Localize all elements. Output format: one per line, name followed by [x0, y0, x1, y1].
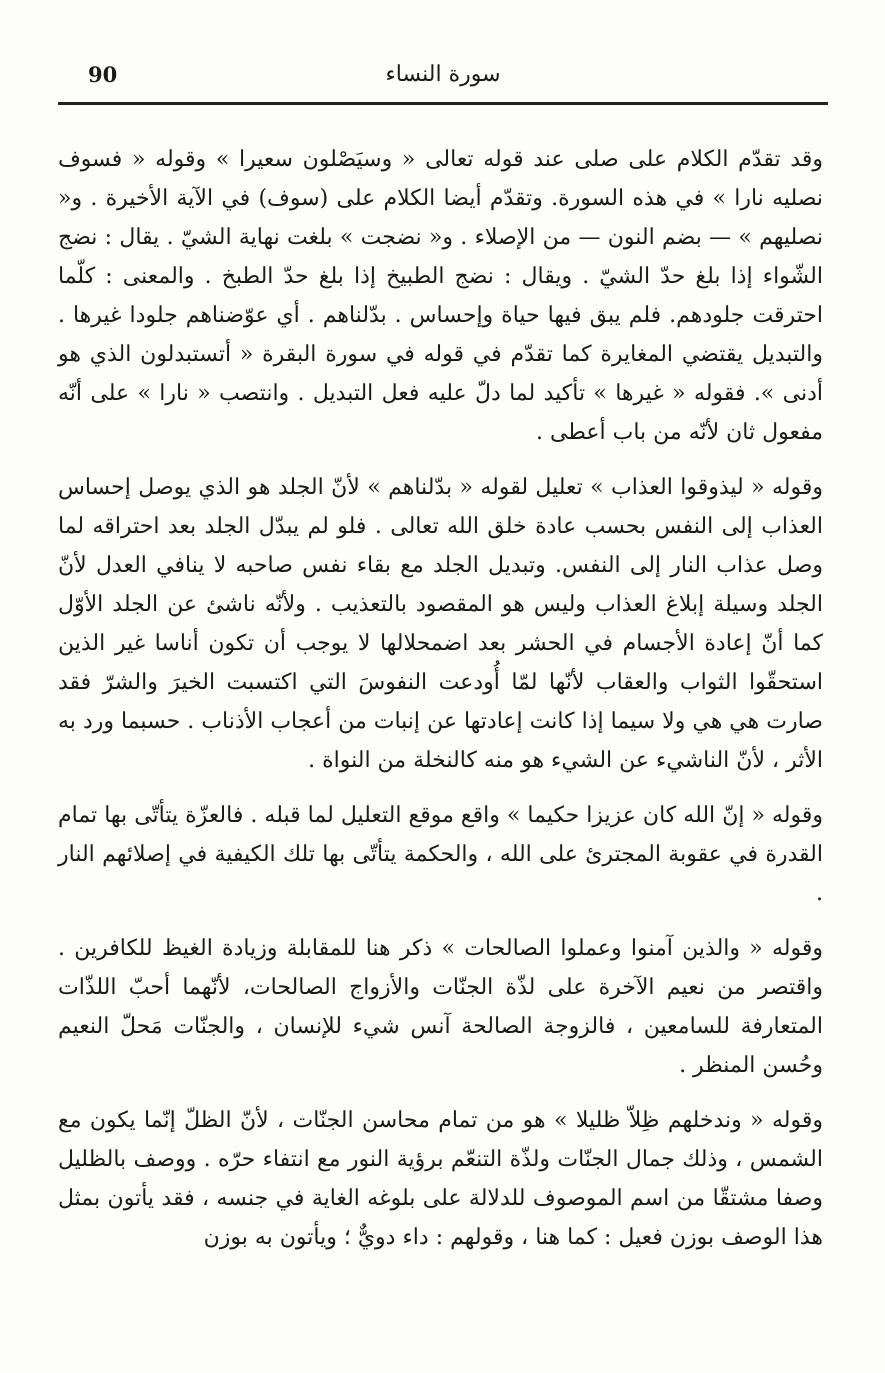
paragraph: وقوله « والذين آمنوا وعملوا الصالحات » ذكر هنا للمقابلة وزيادة الغيظ للكافرين . واقتصر من نعيم الآخرة على لذّة الجنّات والأزواج الصالحات، لأنّهما أحبّ اللذّات المتعارفة للسامعين ، فالزوجة الصالحة آنس شيء للإنسان ، والجنّات مَحلّ النعيم وحُسن المنظر . [58, 936, 823, 1078]
paragraph: وقد تقدّم الكلام على صلى عند قوله تعالى « وسيَصْلون سعيرا » وقوله « فسوف نصليه نارا » في هذه السورة. وتقدّم أيضا الكلام على (سوف) في الآية الأخيرة . و« نصليهم » — بضم النون — من الإصلاء . و« نضجت » بلغت نهاية الشيّ . يقال : نضج الشّواء إذا بلغ حدّ الشيّ . ويقال : نضج الطبيخ إذا بلغ حدّ الطبخ . والمعنى : كلّما احترقت جلودهم. فلم يبق فيها حياة وإحساس . بدّلناهم . أي عوّضناهم جلودا غيرها . والتبديل يقتضي المغايرة كما تقدّم في قوله في سورة البقرة « أتستبدلون الذي هو أدنى ». فقوله « غيرها » تأكيد لما دلّ عليه فعل التبديل . وانتصب « نارا » على أنّه مفعول ثان لأنّه من باب أعطى . [58, 147, 823, 445]
running-title: سورة النساء [385, 62, 501, 87]
page-header [58, 58, 828, 105]
paragraph: وقوله « وندخلهم ظِلاّ ظليلا » هو من تمام محاسن الجنّات ، لأنّ الظلّ إنّما يكون مع الشمس ، وذلك جمال الجنّات ولذّة التنعّم برؤية النور مع انتفاء حرّه . ووصف بالظليل وصفا مشتقّا من اسم الموصوف للدلالة على بلوغه الغاية في جنسه ، فقد يأتون بمثل هذا الوصف بوزن فعيل : كما هنا ، وقولهم : داء دويٌّ ؛ ويأتون به بوزن [58, 1108, 823, 1250]
page-number: 90 [88, 62, 118, 87]
paragraph: وقوله « ليذوقوا العذاب » تعليل لقوله « بدّلناهم » لأنّ الجلد هو الذي يوصل إحساس العذاب إلى النفس بحسب عادة خلق الله تعالى . فلو لم يبدّل الجلد بعد احتراقه لما وصل عذاب النار إلى النفس. وتبديل الجلد مع بقاء نفس صاحبه لا ينافي العدل لأنّ الجلد وسيلة إبلاغ العذاب وليس هو المقصود بالتعذيب . ولأنّه ناشئ عن الجلد الأوّل كما أنّ إعادة الأجسام في الحشر بعد اضمحلالها لا يوجب أن تكون أناسا غير الذين استحقّوا الثواب والعقاب لأنّها لمّا أُودعت النفوسَ التي اكتسبت الخيرَ والشرّ فقد صارت هي هي ولا سيما إذا كانت إعادتها عن إنبات من أعجاب الأذناب . حسبما ورد به الأثر ، لأنّ الناشيء عن الشيء هو منه كالنخلة من النواة . [58, 475, 823, 773]
paragraph: وقوله « إنّ الله كان عزيزا حكيما » واقع موقع التعليل لما قبله . فالعزّة يتأتّى بها تمام القدرة في عقوبة المجترئ على الله ، والحكمة يتأتّى بها تلك الكيفية في إصلائهم النار . [58, 803, 823, 906]
body-text [58, 140, 823, 1257]
